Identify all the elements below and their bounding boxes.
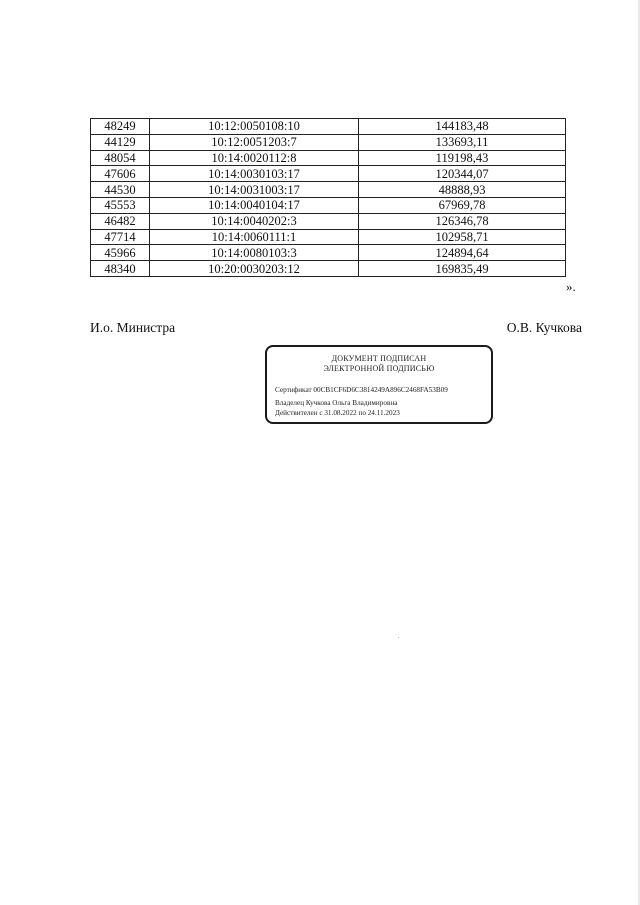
table-row [91,197,566,213]
signatory-name: О.В. Кучкова [506,320,582,335]
table-cell-cadastral-number: 10:14:0060111:1 [150,229,359,245]
electronic-signature-stamp [265,345,493,424]
table-cell-id: 44129 [91,134,150,150]
table-row [91,245,566,261]
table-cell-id: 48054 [91,150,150,166]
table-cell-id: 45553 [91,197,150,213]
table-cell-id: 47714 [91,229,150,245]
scan-speck [398,637,399,638]
table-cell-amount: 144183,48 [359,119,566,135]
table-cell-cadastral-number: 10:20:0030203:12 [150,261,359,277]
table-row [91,261,566,277]
closing-quote: ». [566,279,576,294]
table-row [91,213,566,229]
stamp-owner: Владелец Кучкова Ольга Владимировна [275,399,398,407]
table-cell-id: 45966 [91,245,150,261]
stamp-validity: Действителен с 31.08.2022 по 24.11.2023 [275,409,400,417]
table-cell-amount: 67969,78 [359,197,566,213]
table-cell-amount: 48888,93 [359,182,566,198]
table-cell-id: 47606 [91,166,150,182]
table-cell-id: 44530 [91,182,150,198]
stamp-title-line-2: ЭЛЕКТРОННОЙ ПОДПИСЬЮ [323,364,435,373]
table-cell-amount: 169835,49 [359,261,566,277]
table-row [91,134,566,150]
table-cell-cadastral-number: 10:14:0020112:8 [150,150,359,166]
signatory-role: И.о. Министра [90,320,176,335]
table-cell-cadastral-number: 10:12:0051203:7 [150,134,359,150]
table-cell-id: 46482 [91,213,150,229]
table-row [91,150,566,166]
table-row [91,119,566,135]
table-cell-amount: 120344,07 [359,166,566,182]
table-cell-cadastral-number: 10:14:0030103:17 [150,166,359,182]
table-cell-cadastral-number: 10:14:0080103:3 [150,245,359,261]
table-cell-cadastral-number: 10:14:0040202:3 [150,213,359,229]
stamp-title [267,354,491,374]
table-row [91,182,566,198]
table-cell-cadastral-number: 10:14:0031003:17 [150,182,359,198]
table-cell-cadastral-number: 10:14:0040104:17 [150,197,359,213]
table-cell-amount: 119198,43 [359,150,566,166]
table-cell-amount: 133693,11 [359,134,566,150]
table-cell-cadastral-number: 10:12:0050108:10 [150,119,359,135]
table-cell-id: 48249 [91,119,150,135]
data-table [90,118,566,277]
stamp-certificate: Сертификат 00CB1CF6D6C3814249A896C2468FA53B09 [275,386,448,394]
table-cell-amount: 124894,64 [359,245,566,261]
stamp-title-line-1: ДОКУМЕНТ ПОДПИСАН [331,354,427,363]
table-row [91,166,566,182]
data-table-body [91,119,566,277]
table-cell-amount: 102958,71 [359,229,566,245]
table-cell-amount: 126346,78 [359,213,566,229]
table-cell-id: 48340 [91,261,150,277]
table-row [91,229,566,245]
